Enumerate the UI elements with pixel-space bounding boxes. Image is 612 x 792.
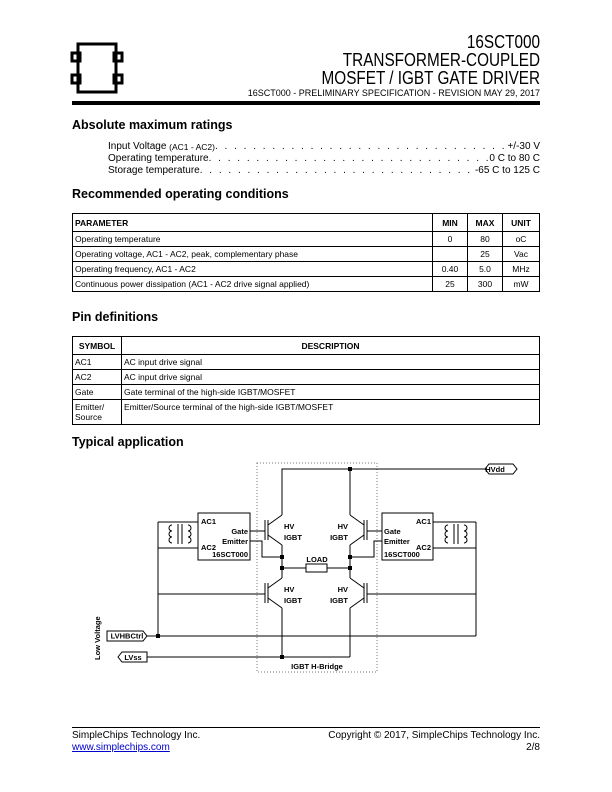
app-heading: Typical application xyxy=(72,435,184,449)
svg-text:LOAD: LOAD xyxy=(306,555,328,564)
subtitle: 16SCT000 - PRELIMINARY SPECIFICATION - REVISION MAY 29, 2017 xyxy=(247,88,540,98)
title-line-2: TRANSFORMER-COUPLED xyxy=(342,50,540,70)
rec-heading: Recommended operating conditions xyxy=(72,187,289,201)
table-row: AC1 AC input drive signal xyxy=(73,355,540,370)
svg-text:AC2: AC2 xyxy=(415,543,431,552)
table-row: Operating temperature 0 80 oC xyxy=(73,232,540,247)
svg-text:HV: HV xyxy=(337,522,348,531)
footer-link[interactable]: www.simplechips.com xyxy=(72,742,170,753)
pin-definitions-table: SYMBOL DESCRIPTION AC1 AC input drive signal AC2 AC input drive signal Gate Gate terminal of the high-side IGBT/MOSFET Emitter/ Source Emitter/Source terminal of the high-side IGBT/MOSFET xyxy=(72,336,540,425)
rating-row: Storage temperature . . . -65 C to 125 C xyxy=(108,165,540,176)
svg-text:Emitter: Emitter xyxy=(222,537,248,546)
table-row: Operating voltage, AC1 - AC2, peak, complementary phase 25 Vac xyxy=(73,247,540,262)
igbt-lower-left xyxy=(265,568,282,657)
table-row: AC2 AC input drive signal xyxy=(73,370,540,385)
table-row: Gate Gate terminal of the high-side IGBT/MOSFET xyxy=(73,385,540,400)
igbt-lower-right xyxy=(350,568,367,657)
svg-text:AC2: AC2 xyxy=(201,543,217,552)
svg-text:IGBT: IGBT xyxy=(284,533,302,542)
svg-text:Low Voltage: Low Voltage xyxy=(93,616,102,660)
recommended-conditions-table: PARAMETER MIN MAX UNIT Operating temperature 0 80 oC Operating voltage, AC1 - AC2, peak, complementary phase 25 Vac Operating frequency, AC1 - AC2 0.40 5.0 MHz Continuous power dissipation (AC1 - AC2 drive signal applied) 25 300 mW xyxy=(72,213,540,292)
title-line-3: MOSFET / IGBT GATE DRIVER xyxy=(321,68,540,88)
title-line-1: 16SCT000 xyxy=(466,32,540,52)
footer-copyright: Copyright © 2017, SimpleChips Technology Inc. xyxy=(328,730,540,741)
svg-text:Gate: Gate xyxy=(384,527,401,536)
transformer-left xyxy=(169,525,172,543)
transformer-right xyxy=(445,525,448,543)
svg-text:16SCT000: 16SCT000 xyxy=(212,550,248,559)
svg-text:HVdd: HVdd xyxy=(485,465,505,474)
svg-text:IGBT: IGBT xyxy=(330,596,348,605)
svg-text:AC1: AC1 xyxy=(201,517,217,526)
svg-text:HV: HV xyxy=(284,522,295,531)
table-row: Emitter/ Source Emitter/Source terminal of the high-side IGBT/MOSFET xyxy=(73,400,540,425)
table-row: Operating frequency, AC1 - AC2 0.40 5.0 MHz xyxy=(73,262,540,277)
svg-text:Gate: Gate xyxy=(231,527,248,536)
svg-text:HV: HV xyxy=(337,585,348,594)
svg-text:LVss: LVss xyxy=(124,653,142,662)
svg-text:AC1: AC1 xyxy=(415,517,431,526)
igbt-upper-right xyxy=(350,515,382,568)
svg-text:IGBT: IGBT xyxy=(284,596,302,605)
svg-text:IGBT H-Bridge: IGBT H-Bridge xyxy=(291,662,343,671)
footer-rule xyxy=(72,727,540,728)
svg-text:LVHBCtrl: LVHBCtrl xyxy=(110,631,144,641)
rating-row: Input Voltage (AC1 - AC2) . . . +/-30 V xyxy=(108,141,540,153)
load-resistor xyxy=(306,564,327,572)
bridge-boundary xyxy=(257,463,377,672)
igbt-upper-left xyxy=(250,515,282,568)
abs-max-heading: Absolute maximum ratings xyxy=(72,118,233,132)
pins-heading: Pin definitions xyxy=(72,310,159,324)
rating-row: Operating temperature . . . 0 C to 80 C xyxy=(108,153,540,164)
svg-text:IGBT: IGBT xyxy=(330,533,348,542)
svg-text:16SCT000: 16SCT000 xyxy=(384,550,420,559)
svg-text:Emitter: Emitter xyxy=(384,537,410,546)
footer-company: SimpleChips Technology Inc. xyxy=(72,730,201,741)
table-row: Continuous power dissipation (AC1 - AC2 drive signal applied) 25 300 mW xyxy=(73,277,540,292)
page-number: 2/8 xyxy=(526,742,540,753)
svg-text:HV: HV xyxy=(284,585,295,594)
